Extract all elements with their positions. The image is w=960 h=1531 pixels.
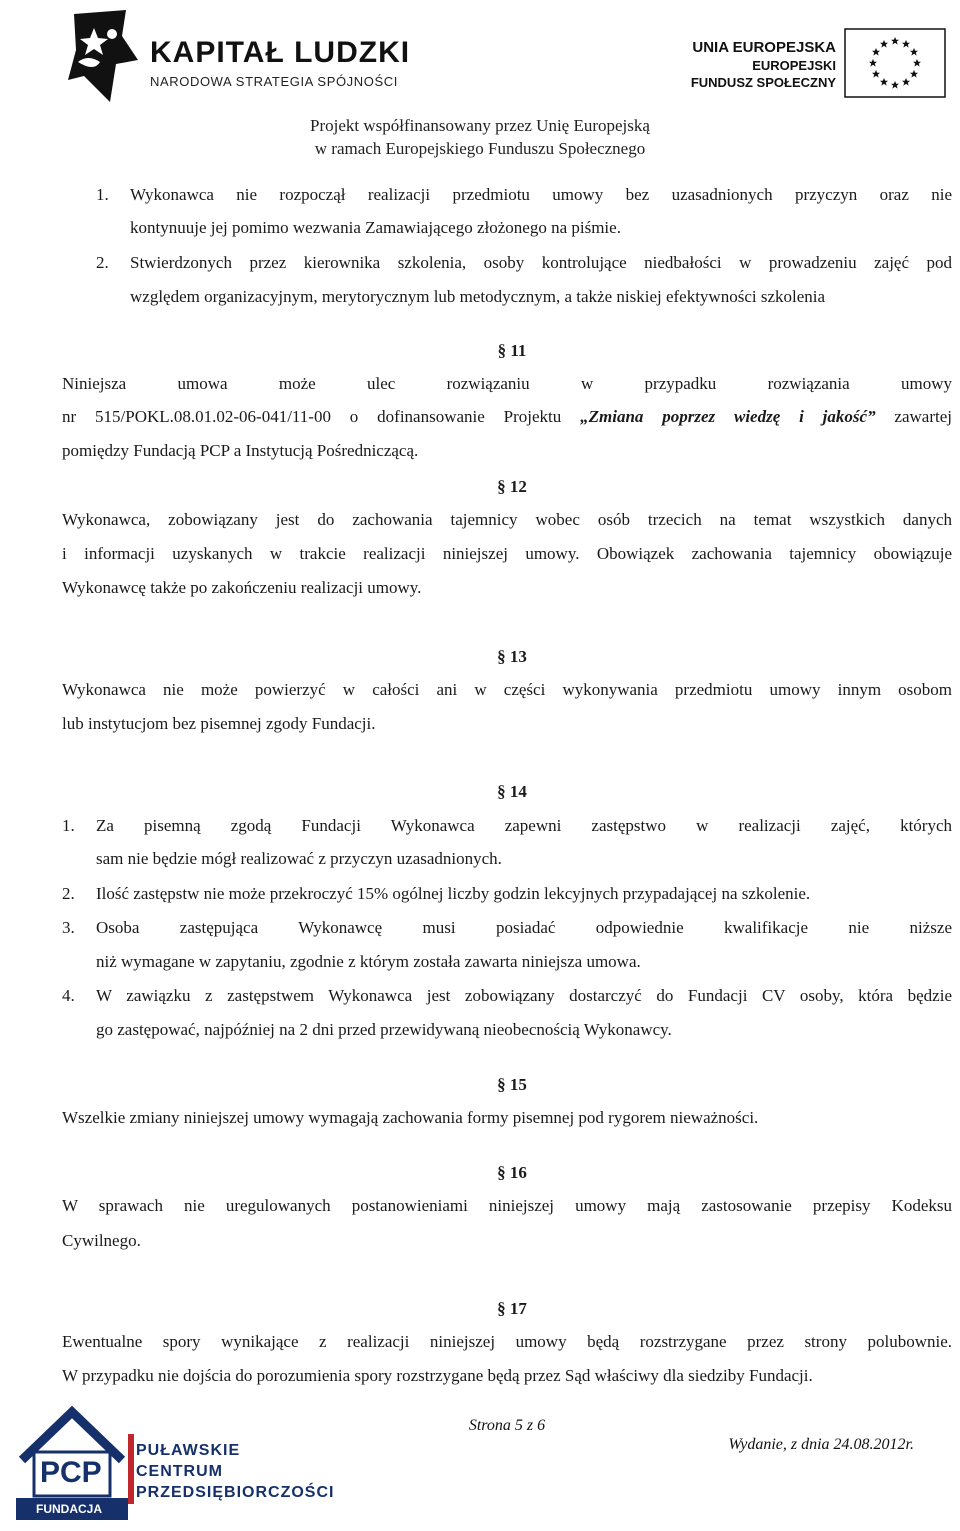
section-heading: § 15 <box>497 1075 527 1094</box>
kapital-ludzki-title: KAPITAŁ LUDZKI <box>150 36 411 69</box>
section-text: pomiędzy Fundacją PCP a Instytucją Pośredniczącą. <box>62 441 419 460</box>
eu-line-1: UNIA EUROPEJSKA <box>692 39 836 56</box>
list-item-text: Wykonawca nie rozpoczął realizacji przedmiotu umowy bez uzasadnionych przyczyn oraz nie <box>130 185 952 204</box>
eu-line-3: FUNDUSZ SPOŁECZNY <box>690 75 836 90</box>
list-item-number: 1. <box>96 185 109 204</box>
list-item-number: 1. <box>62 816 75 835</box>
page-number: Strona 5 z 6 <box>468 1417 546 1434</box>
edition-date: Wydanie, z dnia 24.08.2012r. <box>728 1436 914 1453</box>
list-item-text: sam nie będzie mógł realizować z przyczyn uzasadnionych. <box>96 849 502 868</box>
eu-line-2: EUROPEJSKI <box>752 58 836 73</box>
list-item-text: Za pisemną zgodą Fundacji Wykonawca zapewni zastępstwo w realizacji zajęć, których <box>96 816 952 835</box>
section-text: Wykonawca, zobowiązany jest do zachowania tajemnicy wobec osób trzecich na temat wszystkich danych <box>62 510 952 529</box>
kapital-ludzki-subtitle: NARODOWA STRATEGIA SPÓJNOŚCI <box>150 74 398 89</box>
pcp-mark-text: PCP <box>40 1456 102 1489</box>
list-item-text: Osoba zastępująca Wykonawcę musi posiadać odpowiednie kwalifikacje nie niższe <box>96 918 952 937</box>
pcp-name-line-3: PRZEDSIĘBIORCZOŚCI <box>136 1484 335 1501</box>
section-text: Wszelkie zmiany niniejszej umowy wymagają zachowania formy pisemnej pod rygorem nieważności. <box>62 1108 759 1127</box>
section-text: Niniejsza umowa może ulec rozwiązaniu w przypadku rozwiązania umowy <box>62 374 952 393</box>
kapital-ludzki-logo <box>64 6 411 106</box>
list-item-text: niż wymagane w zapytaniu, zgodnie z którym została zawarta niniejsza umowa. <box>96 952 641 971</box>
section-text: Wykonawca nie może powierzyć w całości ani w części wykonywania przedmiotu umowy innym osobom <box>62 680 952 699</box>
eu-logo <box>686 28 956 108</box>
list-item-text: Ilość zastępstw nie może przekroczyć 15% ogólnej liczby godzin lekcyjnych przypadającej na szkolenie. <box>96 884 811 903</box>
list-item-text: W zawiązku z zastępstwem Wykonawca jest zobowiązany dostarczyć do Fundacji CV osoby, która będzie <box>96 986 952 1005</box>
section-text: Cywilnego. <box>62 1231 141 1250</box>
section-text: Ewentualne spory wynikające z realizacji niniejszej umowy będą rozstrzygane przez strony polubownie. <box>62 1332 952 1351</box>
pcp-name-line-2: CENTRUM <box>136 1463 223 1480</box>
list-item-number: 2. <box>62 884 75 903</box>
project-efs-line: w ramach Europejskiego Funduszu Społecznego <box>314 139 646 158</box>
section-heading: § 12 <box>497 477 527 496</box>
list-item-number: 2. <box>96 253 109 272</box>
kapital-ludzki-mark-icon <box>64 6 144 106</box>
pcp-name-line-1: PUŁAWSKIE <box>136 1442 241 1459</box>
section-text: i informacji uzyskanych w trakcie realizacji niniejszej umowy. Obowiązek zachowania tajemnicy obowiązuje <box>62 544 952 563</box>
section-heading: § 16 <box>497 1163 527 1182</box>
list-item-number: 3. <box>62 918 75 937</box>
eu-flag-icon <box>844 28 946 98</box>
pcp-foundation-label: FUNDACJA <box>36 1502 102 1516</box>
list-item-text: go zastępować, najpóźniej na 2 dni przed przewidywaną nieobecnością Wykonawcy. <box>96 1020 672 1039</box>
project-cofinanced-line: Projekt współfinansowany przez Unię Europejską <box>310 116 650 135</box>
pcp-name <box>136 1440 334 1503</box>
section-text: W przypadku nie dojścia do porozumienia spory rozstrzygane będą przez Sąd właściwy dla siedziby Fundacji. <box>62 1366 813 1385</box>
eu-logo-text <box>686 38 836 91</box>
pcp-red-bar <box>128 1434 134 1504</box>
list-item-number: 4. <box>62 986 75 1005</box>
project-name: „Zmiana poprzez wiedzę i jakość” <box>580 407 876 426</box>
section-heading: § 13 <box>497 647 527 666</box>
list-item-text: Stwierdzonych przez kierownika szkolenia, osoby kontrolujące niedbałości w prowadzeniu zajęć pod <box>130 253 952 272</box>
section-text-tail: zawartej <box>875 407 952 426</box>
list-item-text: kontynuuje jej pomimo wezwania Zamawiającego złożonego na piśmie. <box>130 218 621 237</box>
section-text: lub instytucjom bez pisemnej zgody Fundacji. <box>62 714 376 733</box>
section-heading: § 17 <box>497 1299 527 1318</box>
document-header <box>0 0 960 170</box>
section-heading: § 11 <box>497 341 527 360</box>
section-text <box>62 400 952 433</box>
list-item-text: względem organizacyjnym, merytorycznym lub metodycznym, a także niskiej efektywności szkolenia <box>130 287 826 306</box>
section-text: Wykonawcę także po zakończeniu realizacji umowy. <box>62 578 422 597</box>
contract-number-text: nr 515/POKL.08.01.02-06-041/11-00 o dofinansowanie Projektu <box>62 407 581 426</box>
section-heading: § 14 <box>497 782 527 801</box>
section-text: W sprawach nie uregulowanych postanowieniami niniejszej umowy mają zastosowanie przepisy Kodeksu <box>62 1196 952 1215</box>
